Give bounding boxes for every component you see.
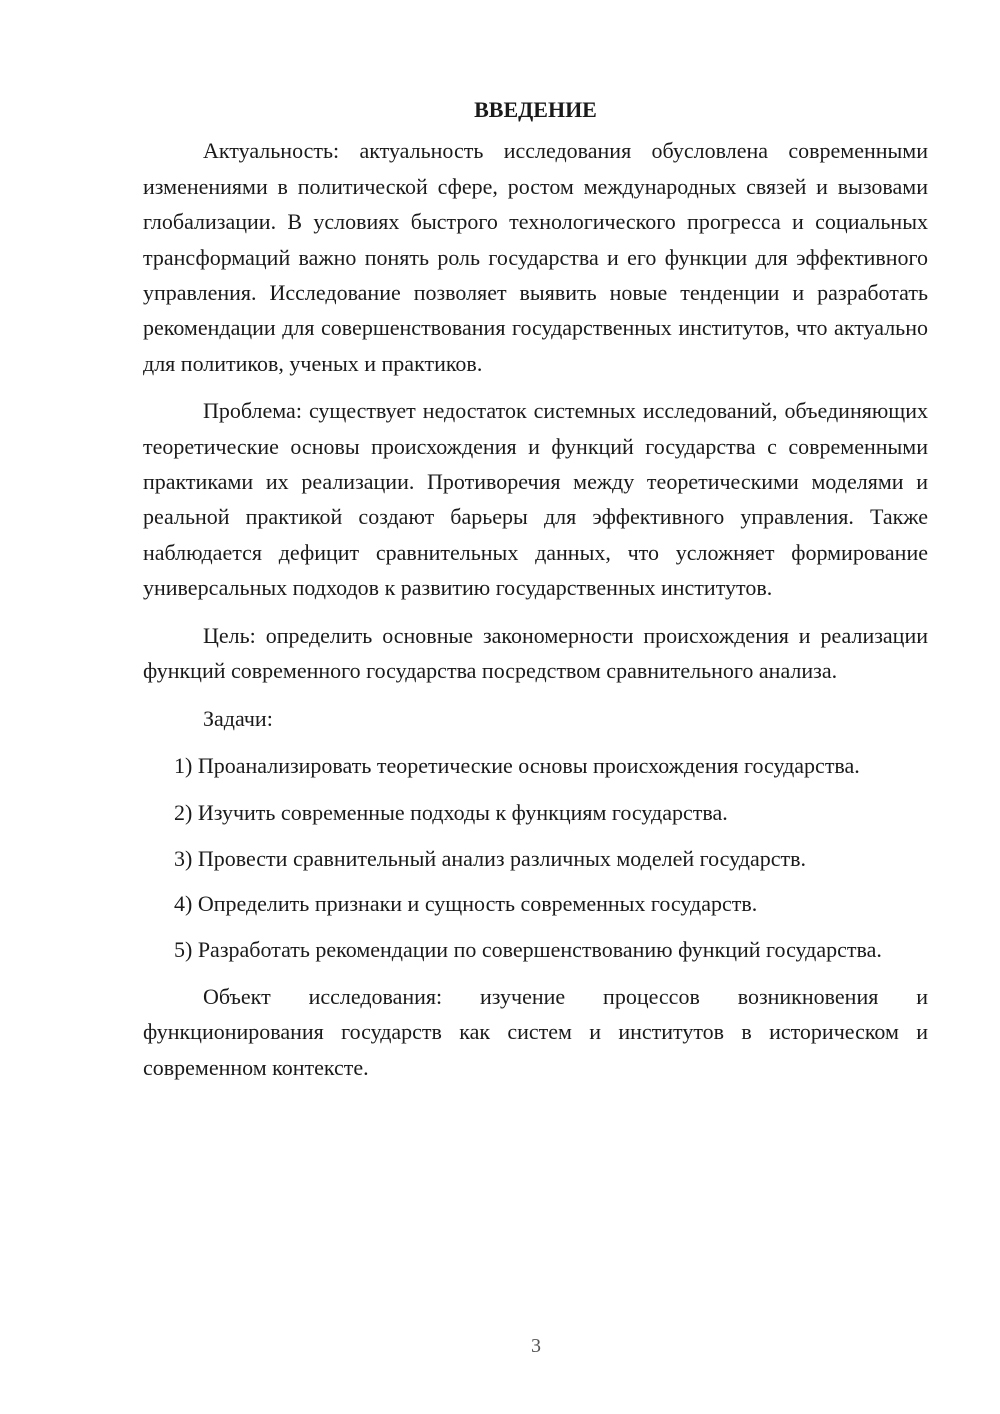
paragraph-goal: Цель: определить основные закономерности происхождения и реализации функций современного государства посредством сравнительного анализа. xyxy=(143,622,928,684)
list-item-task-4: 4) Определить признаки и сущность современных государств. xyxy=(174,891,758,917)
list-item-task-2: 2) Изучить современные подходы к функциям государства. xyxy=(174,800,728,826)
paragraph-object: Объект исследования: изучение процессов возникновения и функционирования государств как систем и институтов в историческом и современном контексте. xyxy=(143,983,928,1080)
page-number: 3 xyxy=(531,1335,541,1357)
paragraph-relevance: Актуальность: актуальность исследования обусловлена современными изменениями в политической сфере, ростом международных связей и вызовами глобализации. В условиях быстрого технологического прогресса и социальных трансформаций важно понять роль государства и его функции для эффективного управления. Исследование позволяет выявить новые тенденции и разработать рекомендации для совершенствования государственных институтов, что актуально для политиков, ученых и практиков. xyxy=(143,138,928,376)
list-item-task-5: 5) Разработать рекомендации по совершенствованию функций государства. xyxy=(174,936,882,962)
paragraph-problem: Проблема: существует недостаток системных исследований, объединяющих теоретические основы происхождения и функций государства с современными практиками их реализации. Противоречия между теоретическими моделями и реальной практикой создают барьеры для эффективного управления. Также наблюдается дефицит сравнительных данных, что усложняет формирование универсальных подходов к развитию государственных институтов. xyxy=(143,398,928,601)
list-item-task-3: 3) Провести сравнительный анализ различных моделей государств. xyxy=(174,845,806,871)
document-page xyxy=(143,92,928,1085)
list-item-task-1: 1) Проанализировать теоретические основы происхождения государства. xyxy=(174,752,860,778)
page-title: ВВЕДЕНИЕ xyxy=(474,97,597,122)
tasks-heading: Задачи: xyxy=(203,705,273,731)
